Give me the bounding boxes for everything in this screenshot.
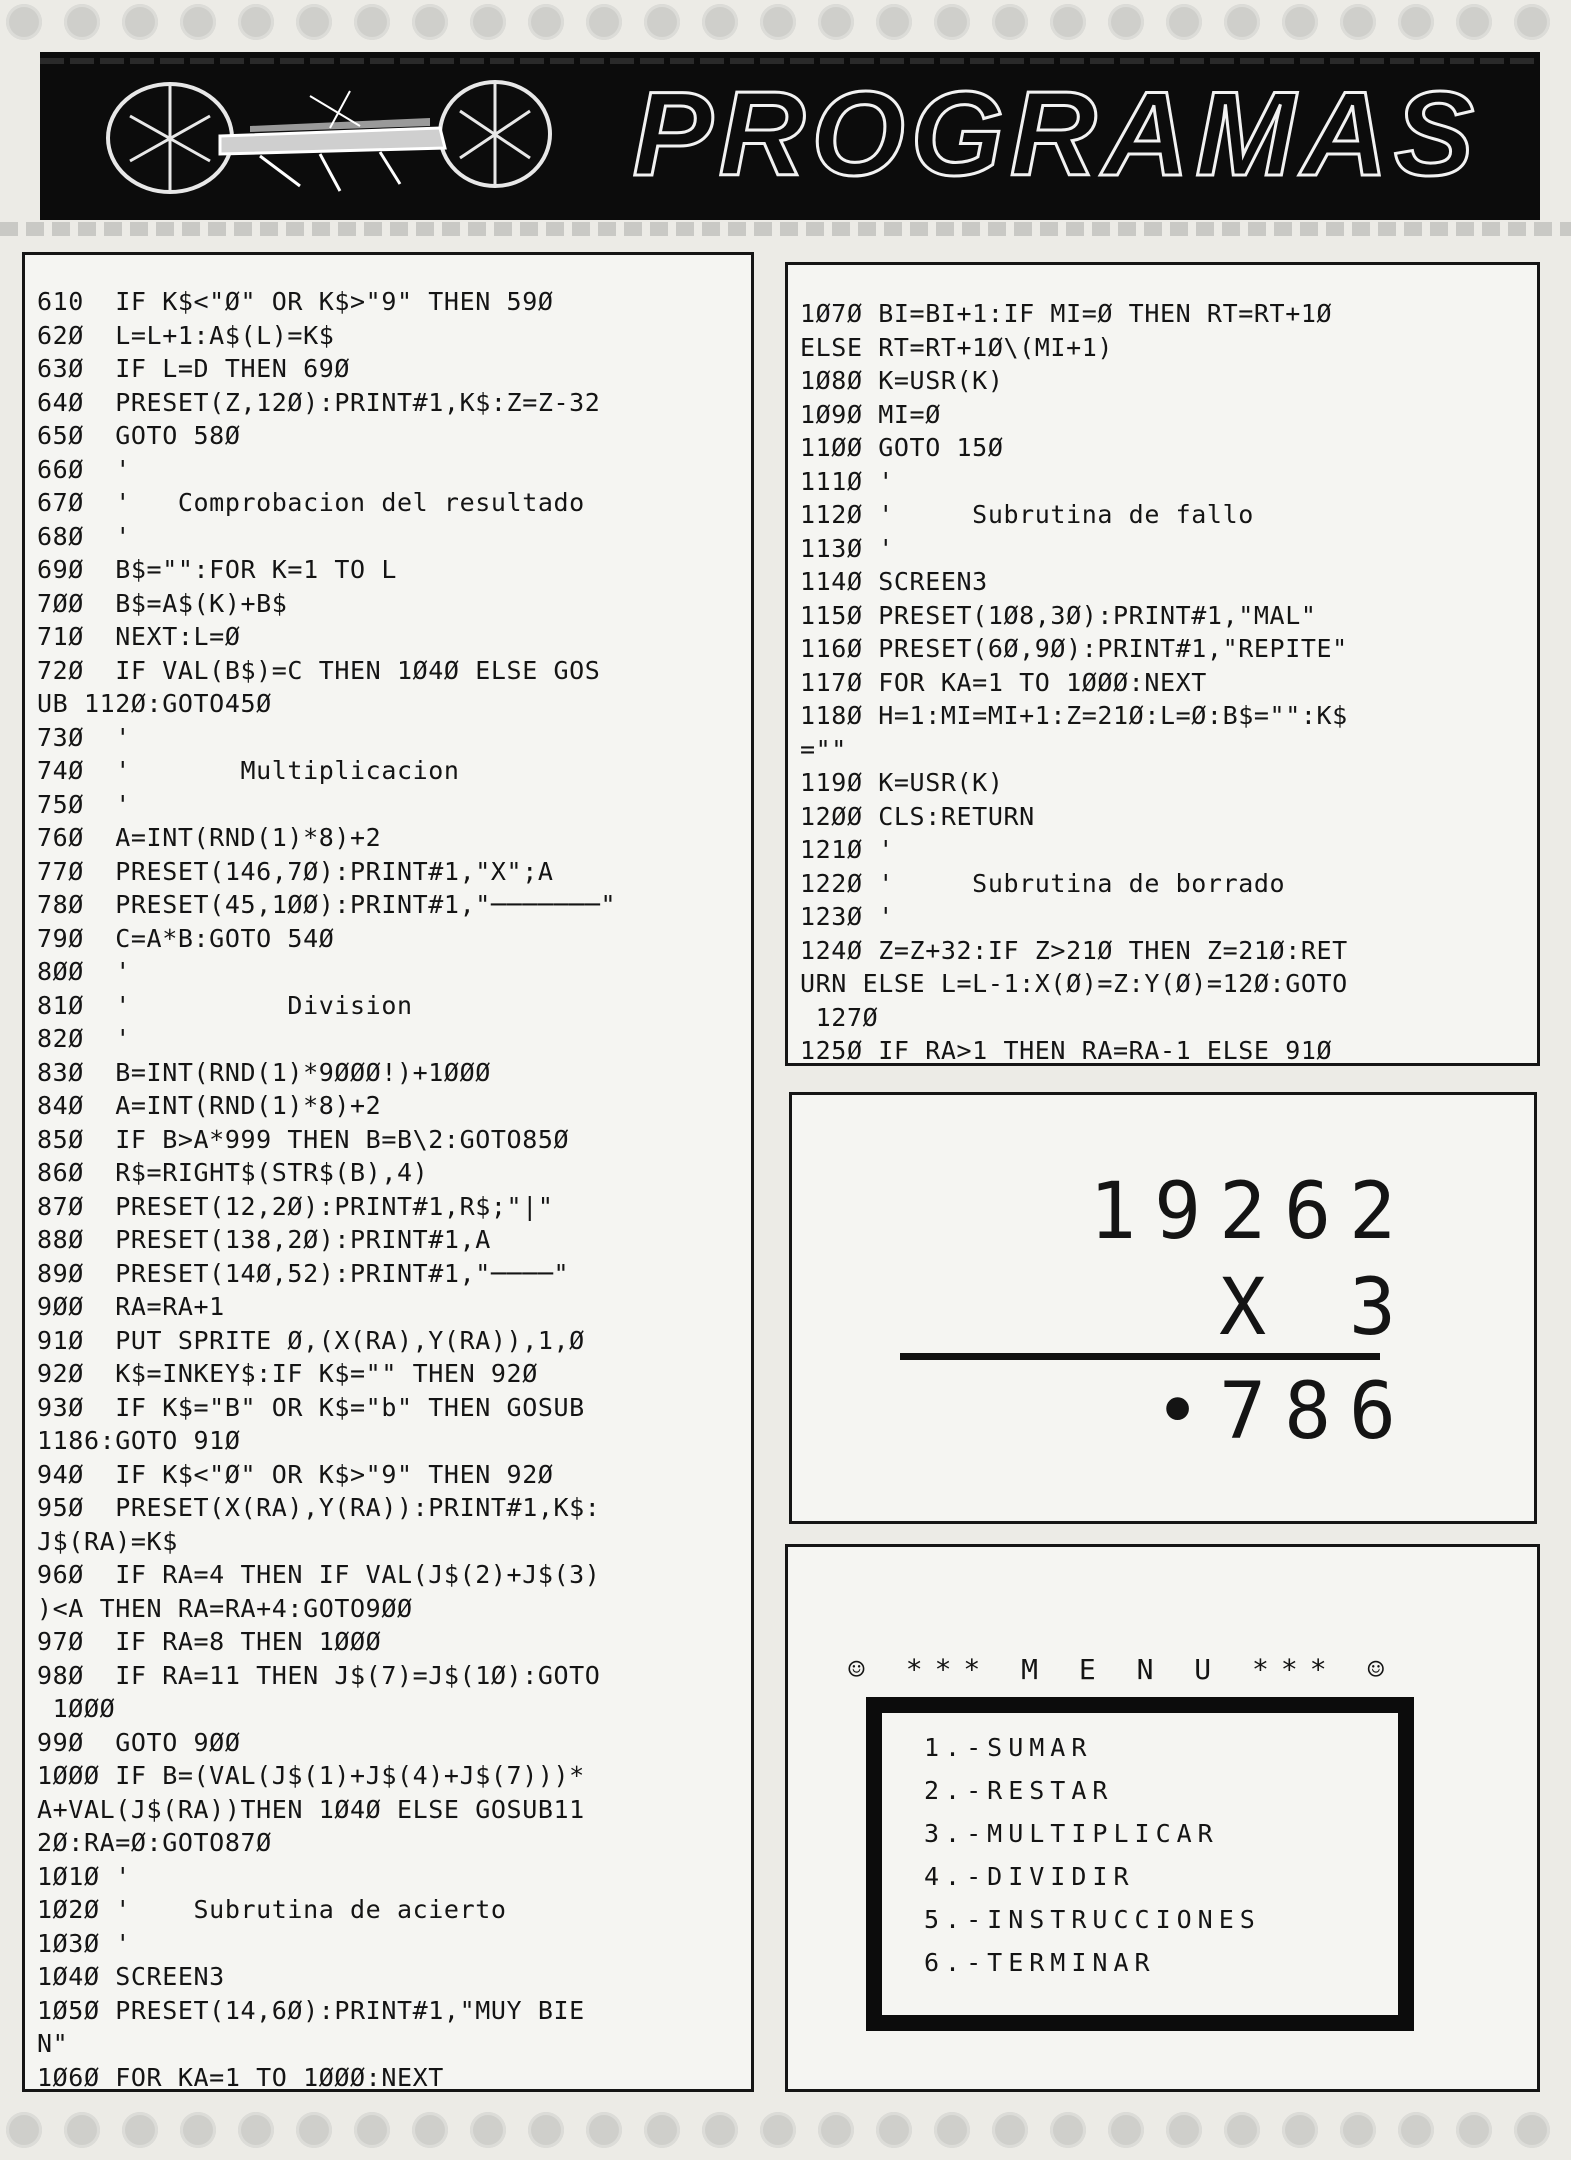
spaceship-illustration: [100, 66, 560, 206]
code-line: 68Ø ': [37, 521, 131, 551]
divider-strip: [0, 222, 1571, 236]
punch-hole: [1340, 2112, 1376, 2148]
punch-hole: [64, 4, 100, 40]
code-line: 87Ø PRESET(12,2Ø):PRINT#1,R$;"|": [37, 1191, 554, 1221]
punch-hole: [1456, 4, 1492, 40]
punch-hole: [876, 4, 912, 40]
punch-hole: [1398, 4, 1434, 40]
code-line: 1ØØØ: [37, 1694, 116, 1723]
punch-hole: [702, 4, 738, 40]
punch-hole: [1108, 4, 1144, 40]
code-line: 84Ø A=INT(RND(1)*8)+2: [37, 1091, 382, 1120]
code-line: 62Ø L=L+1:A$(L)=K$: [37, 320, 335, 350]
code-line: 72Ø IF VAL(B$)=C THEN 1Ø4Ø ELSE GOS: [37, 655, 601, 685]
punch-hole: [1456, 2112, 1492, 2148]
code-line: 99Ø GOTO 9ØØ: [37, 1727, 241, 1757]
code-line: 93Ø IF K$="B" OR K$="b" THEN GOSUB: [37, 1392, 585, 1422]
code-line: 2Ø:RA=Ø:GOTO87Ø: [37, 1828, 272, 1857]
punch-hole: [354, 2112, 390, 2148]
bottom-perforation: [0, 2112, 1571, 2152]
code-line: 75Ø ': [37, 789, 131, 819]
multiplicand: 19262: [1089, 1167, 1414, 1257]
code-line: 94Ø IF K$<"Ø" OR K$>"9" THEN 92Ø: [37, 1459, 554, 1489]
code-line: 115Ø PRESET(1Ø8,3Ø):PRINT#1,"MAL": [800, 600, 1317, 630]
code-line: 124Ø Z=Z+32:IF Z>21Ø THEN Z=21Ø:RET: [800, 935, 1348, 965]
code-line: ELSE RT=RT+1Ø\(MI+1): [800, 332, 1114, 362]
punch-hole: [296, 2112, 332, 2148]
punch-hole: [470, 2112, 506, 2148]
left-code-text: [37, 285, 616, 2094]
punch-hole: [992, 2112, 1028, 2148]
input-cursor: •: [1154, 1367, 1220, 1457]
left-code-listing: [22, 252, 754, 2092]
punch-hole: [1224, 2112, 1260, 2148]
code-line: 1Ø9Ø MI=Ø: [800, 399, 941, 429]
punch-hole: [180, 2112, 216, 2148]
banner-title: PROGRAMAS: [632, 67, 1480, 201]
punch-hole: [1166, 2112, 1202, 2148]
code-line: 121Ø ': [800, 835, 894, 864]
header-banner: [40, 52, 1540, 220]
code-line: 98Ø IF RA=11 THEN J$(7)=J$(1Ø):GOTO: [37, 1660, 601, 1690]
code-line: URN ELSE L=L-1:X(Ø)=Z:Y(Ø)=12Ø:GOTO: [800, 969, 1348, 998]
code-line: 12ØØ CLS:RETURN: [800, 801, 1035, 831]
code-line: 118Ø H=1:MI=MI+1:Z=21Ø:L=Ø:B$="":K$: [800, 701, 1348, 730]
code-line: 111Ø ': [800, 466, 894, 496]
punch-hole: [586, 4, 622, 40]
punch-hole: [354, 4, 390, 40]
menu-item-terminar: 6.-TERMINAR: [924, 1948, 1156, 1977]
menu-title: ☺ *** M E N U *** ☺: [848, 1653, 1397, 1686]
code-line: 1Ø6Ø FOR KA=1 TO 1ØØØ:NEXT: [37, 2062, 444, 2092]
code-line: 1ØØØ IF B=(VAL(J$(1)+J$(4)+J$(7)))*: [37, 1761, 585, 1790]
result-rule: [900, 1353, 1380, 1360]
punch-hole: [296, 4, 332, 40]
code-line: 92Ø K$=INKEY$:IF K$="" THEN 92Ø: [37, 1359, 538, 1388]
partial-result: [1154, 1367, 1414, 1457]
punch-hole: [644, 2112, 680, 2148]
punch-hole: [412, 4, 448, 40]
punch-hole: [702, 2112, 738, 2148]
punch-hole: [760, 4, 796, 40]
code-line: 73Ø ': [37, 722, 131, 752]
code-line: 127Ø: [800, 1002, 879, 1032]
code-line: 86Ø R$=RIGHT$(STR$(B),4): [37, 1158, 429, 1187]
code-line: 1Ø5Ø PRESET(14,6Ø):PRINT#1,"MUY BIE: [37, 1995, 585, 2025]
punch-hole: [818, 2112, 854, 2148]
code-line: 78Ø PRESET(45,1ØØ):PRINT#1,"───────": [37, 890, 617, 919]
code-line: 63Ø IF L=D THEN 69Ø: [37, 354, 351, 383]
code-line: 119Ø K=USR(K): [800, 768, 1004, 797]
code-line: 1Ø4Ø SCREEN3: [37, 1962, 225, 1991]
code-line: 77Ø PRESET(146,7Ø):PRINT#1,"X";A: [37, 856, 554, 886]
right-code-listing: [785, 262, 1540, 1066]
code-line: 65Ø GOTO 58Ø: [37, 421, 241, 450]
code-line: 66Ø ': [37, 454, 131, 484]
punch-hole: [1340, 4, 1376, 40]
code-line: 117Ø FOR KA=1 TO 1ØØØ:NEXT: [800, 667, 1207, 697]
code-line: 71Ø NEXT:L=Ø: [37, 622, 241, 651]
code-line: J$(RA)=K$: [37, 1526, 178, 1556]
punch-hole: [876, 2112, 912, 2148]
top-perforation: [0, 4, 1571, 44]
code-line: 610 IF K$<"Ø" OR K$>"9" THEN 59Ø: [37, 287, 554, 316]
code-line: 1Ø7Ø BI=BI+1:IF MI=Ø THEN RT=RT+1Ø: [800, 299, 1333, 328]
punch-hole: [238, 2112, 274, 2148]
code-line: 113Ø ': [800, 533, 894, 563]
partial-digits: 786: [1219, 1367, 1414, 1457]
code-line: 76Ø A=INT(RND(1)*8)+2: [37, 823, 382, 852]
code-line: 95Ø PRESET(X(RA),Y(RA)):PRINT#1,K$:: [37, 1493, 601, 1522]
menu-item-instrucciones: 5.-INSTRUCCIONES: [924, 1905, 1261, 1934]
menu-item-dividir: 4.-DIVIDIR: [924, 1862, 1135, 1891]
punch-hole: [1514, 4, 1550, 40]
right-code-text: [800, 297, 1348, 1068]
punch-hole: [1282, 2112, 1318, 2148]
punch-hole: [1282, 4, 1318, 40]
code-line: A+VAL(J$(RA))THEN 1Ø4Ø ELSE GOSUB11: [37, 1794, 585, 1824]
code-line: UB 112Ø:GOTO45Ø: [37, 689, 272, 718]
punch-hole: [1398, 2112, 1434, 2148]
punch-hole: [238, 4, 274, 40]
code-line: 112Ø ' Subrutina de fallo: [800, 500, 1254, 529]
punch-hole: [992, 4, 1028, 40]
code-line: 91Ø PUT SPRITE Ø,(X(RA),Y(RA)),1,Ø: [37, 1325, 585, 1355]
code-line: 1186:GOTO 91Ø: [37, 1426, 241, 1455]
punch-hole: [180, 4, 216, 40]
code-line: 114Ø SCREEN3: [800, 567, 988, 596]
code-line: 116Ø PRESET(6Ø,9Ø):PRINT#1,"REPITE": [800, 634, 1348, 663]
punch-hole: [122, 2112, 158, 2148]
punch-hole: [1166, 4, 1202, 40]
code-line: )<A THEN RA=RA+4:GOTO9ØØ: [37, 1593, 413, 1623]
code-line: 69Ø B$="":FOR K=1 TO L: [37, 555, 397, 584]
punch-hole: [1050, 2112, 1086, 2148]
code-line: 85Ø IF B>A*999 THEN B=B\2:GOTO85Ø: [37, 1124, 570, 1154]
code-line: 125Ø IF RA>1 THEN RA=RA-1 ELSE 91Ø: [800, 1036, 1333, 1065]
code-line: 9ØØ RA=RA+1: [37, 1292, 225, 1321]
menu-item-multiplicar: 3.-MULTIPLICAR: [924, 1819, 1219, 1848]
code-line: 8ØØ ': [37, 957, 131, 986]
code-line: 81Ø ' Division: [37, 990, 413, 1020]
banner-stripes: [40, 58, 1540, 64]
punch-hole: [6, 2112, 42, 2148]
code-line: 82Ø ': [37, 1024, 131, 1053]
code-line: 97Ø IF RA=8 THEN 1ØØØ: [37, 1627, 382, 1656]
punch-hole: [1514, 2112, 1550, 2148]
code-line: 89Ø PRESET(14Ø,52):PRINT#1,"────": [37, 1258, 570, 1288]
code-line: N": [37, 2029, 69, 2058]
punch-hole: [6, 4, 42, 40]
punch-hole: [122, 4, 158, 40]
punch-hole: [934, 2112, 970, 2148]
code-line: ="": [800, 734, 847, 764]
menu-screen: [785, 1544, 1540, 2092]
menu-item-sumar: 1.-SUMAR: [924, 1733, 1093, 1762]
multiplication-screen: [789, 1092, 1537, 1524]
menu-frame: [866, 1697, 1414, 2031]
code-line: 1Ø1Ø ': [37, 1861, 131, 1891]
code-line: 67Ø ' Comprobacion del resultado: [37, 488, 585, 517]
code-line: 122Ø ' Subrutina de borrado: [800, 868, 1286, 898]
menu-item-restar: 2.-RESTAR: [924, 1776, 1114, 1805]
punch-hole: [934, 4, 970, 40]
code-line: 7ØØ B$=A$(K)+B$: [37, 588, 288, 618]
code-line: 1Ø3Ø ': [37, 1928, 131, 1958]
code-line: 83Ø B=INT(RND(1)*9ØØØ!)+1ØØØ: [37, 1057, 491, 1087]
punch-hole: [818, 4, 854, 40]
code-line: 123Ø ': [800, 902, 894, 931]
punch-hole: [470, 4, 506, 40]
code-line: 74Ø ' Multiplicacion: [37, 756, 460, 785]
punch-hole: [1050, 4, 1086, 40]
code-line: 11ØØ GOTO 15Ø: [800, 433, 1004, 462]
multiplier: X 3: [1219, 1263, 1414, 1353]
code-line: 1Ø2Ø ' Subrutina de acierto: [37, 1895, 507, 1924]
code-line: 88Ø PRESET(138,2Ø):PRINT#1,A: [37, 1225, 491, 1254]
code-line: 96Ø IF RA=4 THEN IF VAL(J$(2)+J$(3): [37, 1560, 601, 1589]
punch-hole: [586, 2112, 622, 2148]
punch-hole: [528, 2112, 564, 2148]
punch-hole: [528, 4, 564, 40]
code-line: 64Ø PRESET(Z,12Ø):PRINT#1,K$:Z=Z-32: [37, 387, 601, 417]
punch-hole: [1224, 4, 1260, 40]
punch-hole: [64, 2112, 100, 2148]
punch-hole: [1108, 2112, 1144, 2148]
code-line: 1Ø8Ø K=USR(K): [800, 366, 1004, 395]
punch-hole: [644, 4, 680, 40]
punch-hole: [412, 2112, 448, 2148]
code-line: 79Ø C=A*B:GOTO 54Ø: [37, 923, 335, 953]
punch-hole: [760, 2112, 796, 2148]
